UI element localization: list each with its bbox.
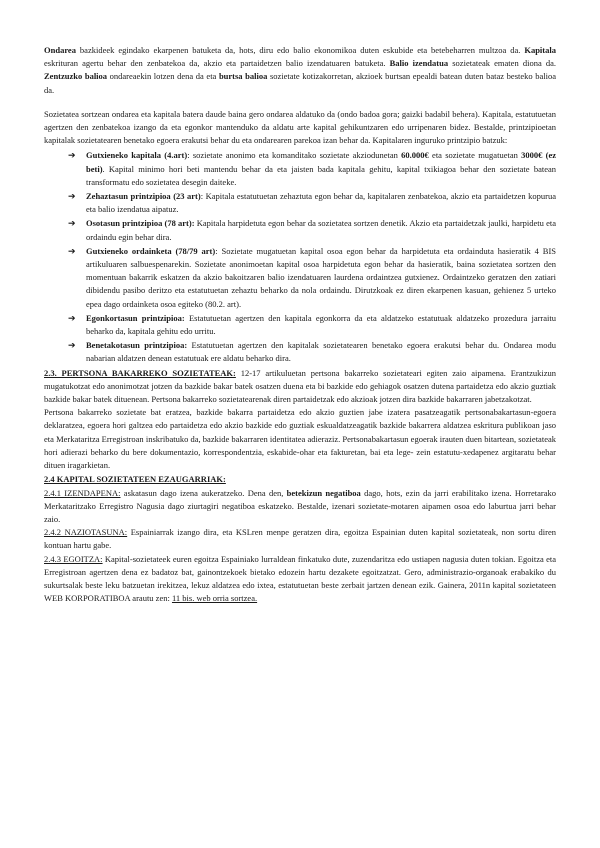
text: askatasun dago izena aukeratzeko. Dena den, bbox=[120, 487, 287, 498]
bullet-title: Gutxieneko kapitala (4.art) bbox=[86, 150, 188, 161]
paragraph-sozietatea: Sozietatea sortzean ondarea eta kapitala batera daude baina gero ondarea aldatuko da (ondo badoa gora; gaizki badabil behera). Kapitala, estatutuetan agertzen den zenbatekoa izango da eta egonkor mantenduko da aldatu arte kapital gehikuntzaren edo urripenaren bidez. Bestalde, printzipioetan kapitalak sozietatearen benetako egoera erakutsi behar du eta ondarearen parekoa izan behar da. Kapitalaren inguruko printzipio batzuk: bbox=[44, 108, 556, 146]
text: Kapitala harpidetuta egon behar da sozietatea sortzen denetik. Akzio eta partaidetzak jaulki, harpidetu eta ordaindu egin behar dira. bbox=[86, 218, 557, 242]
text: sozietate kotizakorretan, akzioek burtsan epealdi batean duten bataz besteko balioa da. bbox=[44, 71, 557, 95]
term-burtsa-balioa: burtsa balioa bbox=[218, 71, 268, 82]
subsection-izendapena bbox=[44, 487, 556, 527]
subsection-label: 2.4.3 EGOITZA: bbox=[44, 553, 103, 564]
arrow-icon: ➔ bbox=[68, 150, 76, 161]
arrow-icon: ➔ bbox=[68, 218, 76, 229]
arrow-icon: ➔ bbox=[68, 191, 76, 202]
bullet-title: Egonkortasun printzipioa: bbox=[86, 312, 185, 323]
bullet-title: Gutxieneko ordainketa (78/79 art) bbox=[86, 245, 216, 256]
list-item bbox=[68, 190, 556, 216]
arrow-icon: ➔ bbox=[68, 340, 76, 351]
text: ondareaekin lotzen dena da eta bbox=[107, 71, 219, 82]
term-balio-izendatua: Balio izendatua bbox=[389, 58, 449, 69]
text: Espainiarrak izango dira, eta KSLren menpe geratzen dira, egoitza Espainian duten kapital sozietateak, non sortu diren kontuan hartu gabe. bbox=[44, 527, 557, 551]
text: : Sozietate mugatuetan kapital osoa egon behar da harpidetuta eta ordainduta hasieratik 4 BIS artikuluaren salbuespenarekin. Sozietate anonimoetan kapital osoa harpidetuta egon behar da hasieratik, baina sozietatea sortzen den momentuan bakarrik eskatzen da akzio bakoitzaren balio izendatuaren laurdena ordaintzea gutxienez. Ordaintzeko geratzen den zatiari dibidendu pasibo deritzo eta estatutuetan zehaztu beharko da nola ordaindu. Dirutzkoak ez diren ekarpenen kasuan, gehienez 5 urteko epea dago ordainketa osoa egiteko (80.2. art). bbox=[86, 245, 557, 309]
section-heading: 2.4 KAPITAL SOZIETATEEN EZAUGARRIAK: bbox=[44, 474, 226, 485]
text: sozietateak ematen diona da. bbox=[448, 58, 557, 69]
arrow-icon: ➔ bbox=[68, 312, 76, 323]
list-item bbox=[68, 149, 556, 189]
bold-value: 3000€ (ez beti) bbox=[86, 150, 556, 174]
term-ondarea: Ondarea bbox=[44, 45, 76, 55]
document-page bbox=[44, 44, 556, 605]
term-zentzuzko-balioa: Zentzuzko balioa bbox=[44, 71, 108, 82]
term-kapitala: Kapitala bbox=[524, 45, 556, 55]
text: Estatutuetan agertzen den kapitala egonkorra da eta aldatzeko estatutuak aldatzeko prozedura jarraitu beharko da, kapitala gehitu edo urritu. bbox=[86, 312, 556, 337]
paragraph-ondarea bbox=[44, 44, 556, 97]
text: eta sozietate mugatuetan bbox=[428, 150, 522, 161]
underlined-reference: 11 bis. web orria sortzea. bbox=[171, 593, 258, 604]
section-heading: 2.3. PERTSONA BAKARREKO SOZIETATEAK: bbox=[44, 367, 236, 378]
bold-value: 60.000€ bbox=[401, 150, 429, 161]
list-item bbox=[68, 217, 557, 243]
bullet-title: Benetakotasun printzipioa: bbox=[86, 340, 188, 351]
text: dago, hots, ezin da jarri erabilitako izena. Horretarako Merkataritzako Erregistro Nagusia dago ziurtagiri negatiboa eskatzeko. Bestalde, izenari sozietate-motaren aipamen osoa edo laburtua jarri behar zaio. bbox=[44, 487, 556, 524]
bullet-title: Osotasun printzipioa (78 art): bbox=[86, 218, 195, 229]
list-item bbox=[68, 312, 556, 338]
text: 12-17 artikuluetan pertsona bakarreko sozietateari egiten zaio aipamena. Erantzukizun mugatukotzat edo anonimotzat jotzen da bazkide bakar batek osatzen duena eta bi bazkide edo gehiagok osatzen dutena partaidetza edo akzio guztiak bazkide bakar batek dituenean. Pertsona bakarreko sozietatearenak diren partaidetzak edo akzioak jotzen dira bazkide bakarraren jabetzakotzat. bbox=[44, 367, 557, 405]
text: bazkideek egindako ekarpenen batuketa da, hots, diru edo balio ekonomikoa duten eskubide eta betebeharren multzoa da. bbox=[75, 45, 525, 55]
arrow-icon: ➔ bbox=[68, 245, 76, 256]
subsection-egoitza bbox=[44, 553, 556, 606]
text: Estatutuetan agertzen den kapitalak sozietatearen benetako egoera erakutsi behar du. Ondarea modu nabarian aldatzen denean estatutuak ere aldatu beharko dira. bbox=[86, 340, 556, 364]
subsection-label: 2.4.1 IZENDAPENA: bbox=[44, 487, 121, 498]
text: : sozietate anonimo eta komanditako sozietate akziodunetan bbox=[187, 150, 402, 161]
text: Kapital-sozietateek euren egoitza Espainiako lurraldean finkatuko dute, zuzendaritza edo ustiapen nagusia duten tokian. Egoitza eta Erregistroan agertzen dena ez badatoz bat, gainontzekoek bietako edozein hartu dezakete egoitzatzat. Gero, administrazio-organoak erabakiko du sukurtsalak beste leku batzuetan irekitzea, lekuz aldatzea edo ixtea, estatutuetan beste zerbait jartzen denean ezik. Gainera, 2011n kapital sozietateen WEB KORPORATIBOA arautu zen: bbox=[44, 553, 556, 604]
bold-term: betekizun negatiboa bbox=[286, 487, 361, 498]
subsection-label: 2.4.2 NAZIOTASUNA: bbox=[44, 527, 128, 538]
subsection-naziotasuna bbox=[44, 526, 556, 552]
text: eskrituran agertu behar den zenbatekoa da, akzio eta partaidetzen balio izendatuaren batuketa. bbox=[44, 58, 390, 69]
paragraph-pertsona-bakarreko: Pertsona bakarreko sozietate bat eratzea, bazkide bakarra partaidetza edo akzio guztien jabe izatera pasatzeagatik pertsonabakartasun-egoera deklaratzea, egoera hori galtzea edo partaidetza edo akzio bazkide edo guztiak eskualdatzeagatik bazkide bakarrera aldatzea eskritura publikoan jaso eta Merkataritza Erregistroan inskribatuko da, bazkide bakarraren identitatea adieraziz. Pertsonabakartasun egoerak irauten duen bitartean, sozietateak hori adierazi beharko du bere dokumentazio, korrespondentzia, eskabide-ohar eta fakturetan, bai eta lege- zein estatutu-xedapenez argitaratu behar dituen iragarkietan. bbox=[44, 407, 556, 471]
list-item bbox=[68, 339, 556, 365]
principles-list bbox=[44, 149, 556, 365]
text: : Kapitala estatutuetan zehaztuta egon behar da, kapitalaren zenbatekoa, akzio eta partaidetzen kopurua eta balio izendatua aipatuz. bbox=[86, 191, 556, 215]
bullet-title: Zehaztasun printzipioa (23 art) bbox=[86, 191, 201, 202]
text: . Kapital minimo hori beti mantendu behar da eta jaisten bada kapitala gehitu, kapital txikiagoa behar den sozietate batean transformatu edo sozietatea desegin daiteke. bbox=[86, 163, 556, 187]
list-item bbox=[68, 245, 557, 311]
